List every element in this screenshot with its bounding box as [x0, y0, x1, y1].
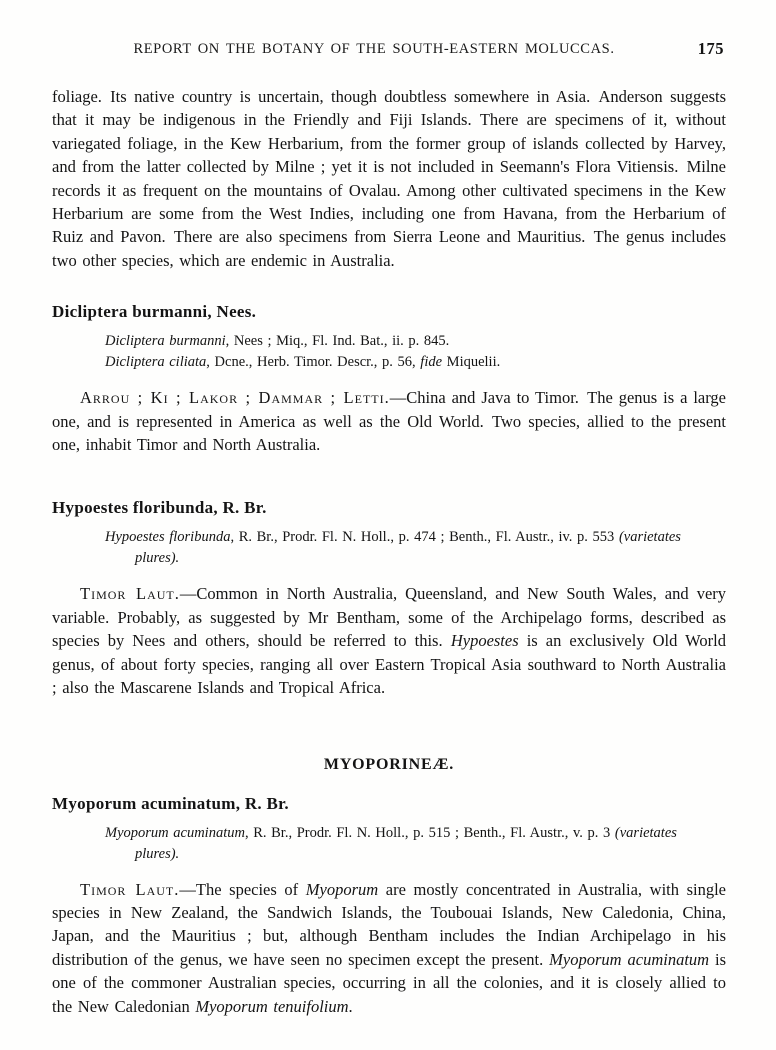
cited-species-name: Dicliptera ciliata: [105, 354, 207, 371]
dicliptera-description-paragraph: [52, 386, 726, 456]
dicliptera-citations: [105, 331, 716, 373]
hypoestes-description-paragraph: [52, 582, 726, 699]
running-head: [52, 41, 726, 59]
citation-line: [105, 527, 716, 569]
description-text: .: [348, 996, 353, 1016]
description-text: is an exclusively Old World genus, of about forty species, ranging all over Eastern Tropical Asia southward to North Australia ; also the Mascarene Islands and Tropical Africa.: [52, 631, 726, 698]
running-head-title: REPORT ON THE BOTANY OF THE SOUTH-EASTERN MOLUCCAS.: [133, 41, 615, 57]
citation-line: [105, 331, 716, 352]
cited-species-name: Dicliptera burmanni: [105, 333, 226, 350]
description-text: is one of the commoner Australian species, occurring in all the colonies, and it is closely allied to the New Caledonian: [52, 949, 727, 1016]
citation-reference: , Dcne., Herb. Timor. Descr., p. 56,: [206, 354, 421, 371]
species-name: Myoporum tenuifolium: [195, 996, 349, 1016]
page-number: 175: [697, 39, 724, 58]
varietates-note: (varietates plures).: [135, 529, 681, 567]
locality-list: Timor Laut.: [80, 584, 180, 604]
description-text: are mostly concentrated in Australia, with single species in New Zealand, the Sandwich Islands, the Toubouai Islands, New Caledonia, China, Japan, and the Mauritius ; but, although Bentham includes the Indian Archipelago in his distribution of the genus, we have seen no specimen except the present.: [52, 879, 727, 969]
section-heading-myoporineae: MYOPORINEÆ.: [323, 755, 455, 773]
cited-species-name: Hypoestes floribunda: [105, 529, 231, 546]
locality-list: Timor Laut.: [80, 879, 180, 899]
myoporum-description-paragraph: [52, 878, 726, 1018]
cited-species-name: Myoporum acuminatum: [105, 824, 245, 841]
description-text: —The species of: [179, 879, 306, 899]
myoporum-citation: [105, 823, 716, 865]
locality-list: Arrou ; Ki ; Lakor ; Dammar ; Letti.: [80, 388, 390, 408]
citation-line: [105, 823, 716, 865]
citation-reference: , R. Br., Prodr. Fl. N. Holl., p. 474 ; Benth., Fl. Austr., iv. p. 553: [230, 529, 619, 546]
varietates-note: (varietates plures).: [135, 824, 677, 862]
description-text: —China and Java to Timor. The genus is a large one, and is represented in America as well as the Old World. Two species, allied to the present one, inhabit Timor and North Australia.: [52, 388, 726, 455]
intro-paragraph: foliage. Its native country is uncertain, though doubtless somewhere in Asia. Anderson suggests that it may be indigenous in the Friendly and Fiji Islands. There are specimens of it, without variegated foliage, in the Kew Herbarium, from the former group of islands collected by Harvey, and from the latter collected by Milne ; yet it is not included in Seemann's Flora Vitiensis. Milne records it as frequent on the mountains of Ovalau. Among other cultivated specimens in the Kew Herbarium are some from the West Indies, including one from Havana, from the Herbarium of Ruiz and Pavon. There are also specimens from Sierra Leone and Mauritius. The genus includes two other species, which are endemic in Australia.: [52, 87, 726, 270]
species-heading-hypoestes-floribunda: Hypoestes floribunda, R. Br.: [52, 498, 267, 518]
species-heading-myoporum-acuminatum: Myoporum acuminatum, R. Br.: [52, 793, 289, 813]
description-text: —Common in North Australia, Queensland, and New South Wales, and very variable. Probably, as suggested by Mr Bentham, some of the Archipelago forms, described as species by Nees and others, should be referred to this.: [52, 584, 727, 651]
genus-name: Myoporum: [305, 879, 379, 899]
species-name: Myoporum acuminatum: [549, 949, 710, 969]
citation-reference: , Nees ; Miq., Fl. Ind. Bat., ii. p. 845.: [225, 333, 450, 350]
fide-term: fide: [420, 354, 443, 371]
citation-line: [105, 352, 716, 373]
citation-reference: , R. Br., Prodr. Fl. N. Holl., p. 515 ; Benth., Fl. Austr., v. p. 3: [244, 824, 615, 841]
species-heading-dicliptera-burmanni: Dicliptera burmanni, Nees.: [52, 302, 257, 322]
hypoestes-citation: [105, 527, 716, 569]
genus-name: Hypoestes: [450, 631, 519, 651]
citation-reference: Miquelii.: [442, 354, 501, 371]
